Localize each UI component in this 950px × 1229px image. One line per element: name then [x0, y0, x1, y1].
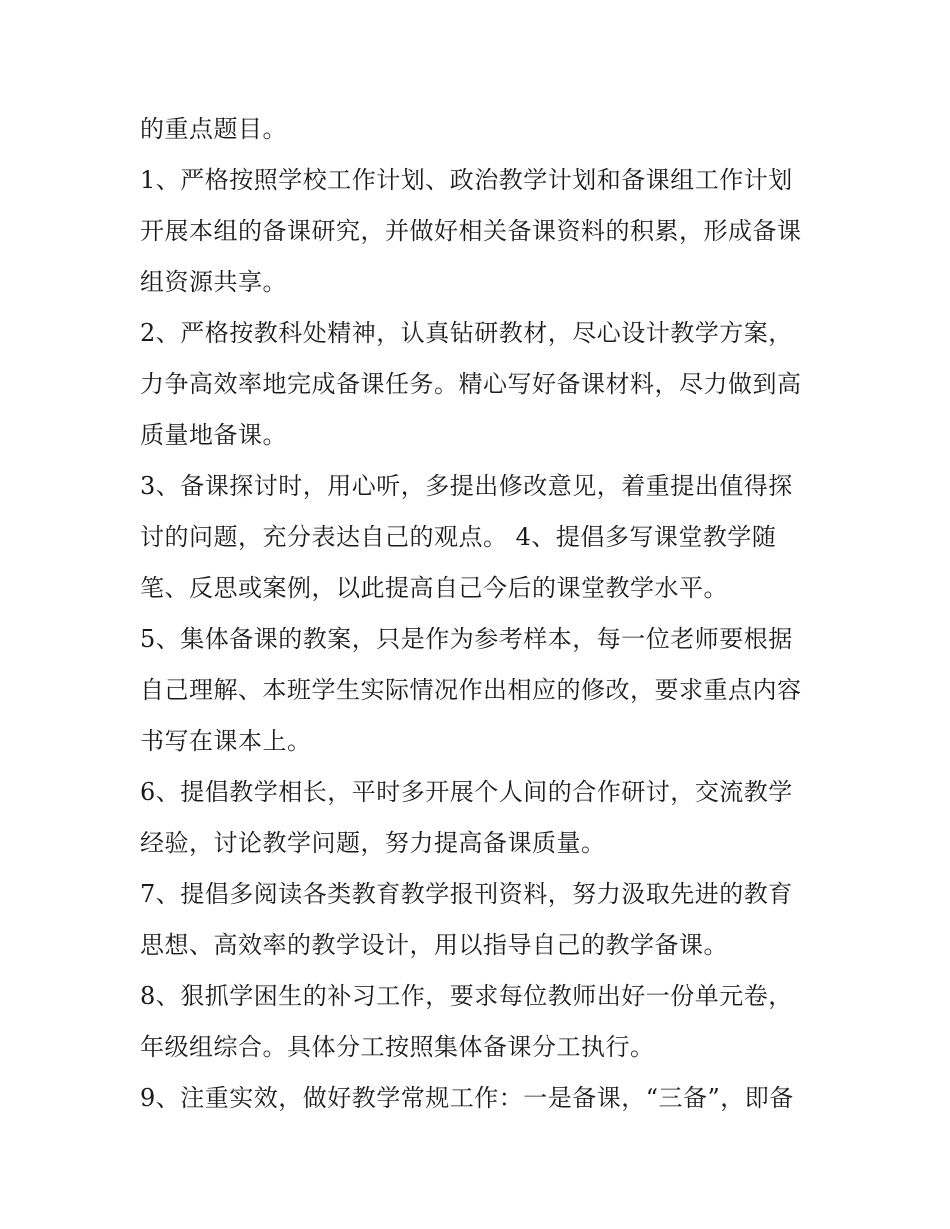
text-line: 思想、高效率的教学设计，用以指导自己的教学备课。	[140, 931, 728, 959]
text-line: 经验，讨论教学问题，努力提高备课质量。	[140, 829, 606, 857]
text-line: 的重点题目。	[140, 115, 287, 143]
text-line: 2、严格按教科处精神，认真钻研教材，尽心设计教学方案，	[140, 319, 793, 347]
text-line: 7、提倡多阅读各类教育教学报刊资料，努力汲取先进的教育	[140, 880, 793, 908]
text-line: 讨的问题，充分表达自己的观点。 4、提倡多写课堂教学随	[140, 523, 777, 551]
text-line: 5、集体备课的教案，只是作为参考样本，每一位老师要根据	[140, 625, 793, 653]
text-line: 组资源共享。	[140, 268, 287, 296]
text-line: 8、狠抓学困生的补习工作，要求每位教师出好一份单元卷，	[140, 982, 793, 1010]
text-line: 力争高效率地完成备课任务。精心写好备课材料，尽力做到高	[140, 370, 802, 398]
text-line: 开展本组的备课研究，并做好相关备课资料的积累，形成备课	[140, 217, 802, 245]
text-line: 自己理解、本班学生实际情况作出相应的修改，要求重点内容	[140, 676, 802, 704]
text-line: 1、严格按照学校工作计划、政治教学计划和备课组工作计划	[140, 166, 793, 194]
text-line: 质量地备课。	[140, 421, 287, 449]
text-line: 书写在课本上。	[140, 727, 312, 755]
document-body	[140, 104, 820, 1124]
text-line: 3、备课探讨时，用心听，多提出修改意见，着重提出值得探	[140, 472, 793, 500]
text-line: 笔、反思或案例，以此提高自己今后的课堂教学水平。	[140, 574, 728, 602]
text-line: 6、提倡教学相长，平时多开展个人间的合作研讨，交流教学	[140, 778, 793, 806]
text-line: 年级组综合。具体分工按照集体备课分工执行。	[140, 1033, 655, 1061]
text-line: 9、注重实效，做好教学常规工作：一是备课，“三备”，即备	[140, 1084, 794, 1112]
